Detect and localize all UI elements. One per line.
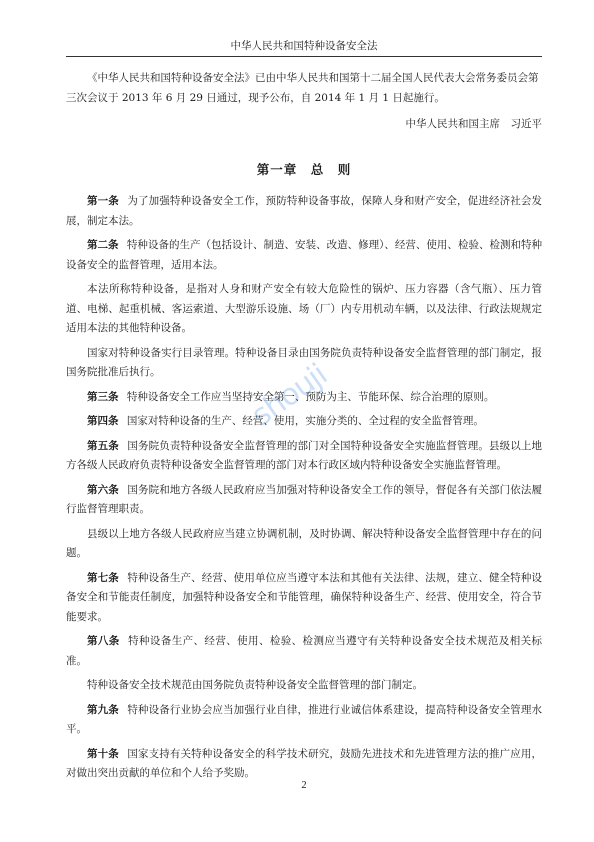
article-text: 特种设备安全工作应当坚持安全第一、预防为主、节能环保、综合治理的原则。 [126,390,495,403]
article-paragraph [66,437,542,476]
article-text: 为了加强特种设备安全工作，预防特种设备事故，保障人身和财产安全，促进经济社会发展，制定本法。 [66,195,543,227]
article-label: 第一条 [87,195,119,207]
article-label: 第三条 [87,390,119,403]
article-label: 第九条 [87,703,119,716]
article-list [66,192,542,789]
article-text: 本法所称特种设备，是指对人身和财产安全有较大危险性的锅炉、压力容器（含气瓶）、压力管道、电梯、起重机械、客运索道、大型游乐设施、场（厂）内专用机动车辆，以及法律、行政法规规定适用本法的其他特种设备。 [66,283,542,334]
article-text: 特种设备生产、经营、使用单位应当遵守本法和其他有关法律、法规，建立、健全特种设备安全和节能责任制度，加强特种设备安全和节能管理，确保特种设备生产、经营、使用安全，符合节能要求。 [66,571,543,623]
article-text: 县级以上地方各级人民政府应当建立协调机制，及时协调、解决特种设备安全监督管理中存在的问题。 [66,527,542,559]
article-paragraph [66,701,542,740]
article-label: 第二条 [87,239,119,251]
article-paragraph [66,676,542,696]
chapter-title: 第一章 总 则 [256,162,352,177]
article-paragraph [66,481,542,520]
promulgation-text: 《中华人民共和国特种设备安全法》已由中华人民共和国第十二届全国人民代表大会常务委员会第三次会议于 2013 年 6 月 29 日通过，现予公布，自 2014 年 1 月 1 日起施行。 [66,72,539,104]
article-label: 第七条 [87,571,119,584]
article-paragraph [66,192,542,231]
article-text: 国务院负责特种设备安全监督管理的部门对全国特种设备安全实施监督管理。县级以上地方各级人民政府负责特种设备安全监督管理的部门对本行政区域内特种设备安全实施监督管理。 [66,439,543,471]
article-text: 国务院和地方各级人民政府应当加强对特种设备安全工作的领导，督促各有关部门依法履行监督管理职责。 [66,483,543,515]
article-text: 国家对特种设备实行目录管理。特种设备目录由国务院负责特种设备安全监督管理的部门制定，报国务院批准后执行。 [66,346,542,378]
article-paragraph [66,412,542,432]
article-paragraph [66,236,542,275]
article-label: 第五条 [87,439,119,452]
watermark: shouji [245,357,334,434]
article-paragraph [66,569,542,628]
article-text: 特种设备的生产（包括设计、制造、安装、改造、修理）、经营、使用、检验、检测和特种设备安全的监督管理，适用本法。 [66,239,543,271]
article-paragraph [66,745,542,784]
article-label: 第六条 [87,483,119,496]
header-divider [66,56,542,57]
page-number: 2 [301,780,307,791]
running-header: 中华人民共和国特种设备安全法 [230,40,378,52]
article-paragraph [66,280,542,339]
article-label: 第八条 [87,635,120,647]
article-text: 特种设备安全技术规范由国务院负责特种设备安全监督管理的部门制定。 [87,679,423,691]
article-label: 第十条 [87,747,119,760]
promulgation-notice [66,68,542,108]
article-text: 国家支持有关特种设备安全的科学技术研究，鼓励先进技术和先进管理方法的推广应用，对做出突出贡献的单位和个人给予奖励。 [66,747,543,779]
article-paragraph [66,525,542,564]
article-text: 特种设备生产、经营、使用、检验、检测应当遵守有关特种设备安全技术规范及相关标准。 [66,635,543,667]
article-text: 特种设备行业协会应当加强行业自律，推进行业诚信体系建设，提高特种设备安全管理水平。 [66,703,543,735]
article-paragraph [66,632,542,671]
president-signature: 中华人民共和国主席 习近平 [405,118,542,130]
article-label: 第四条 [87,415,119,427]
article-text: 国家对特种设备的生产、经营、使用，实施分类的、全过程的安全监督管理。 [126,415,484,427]
